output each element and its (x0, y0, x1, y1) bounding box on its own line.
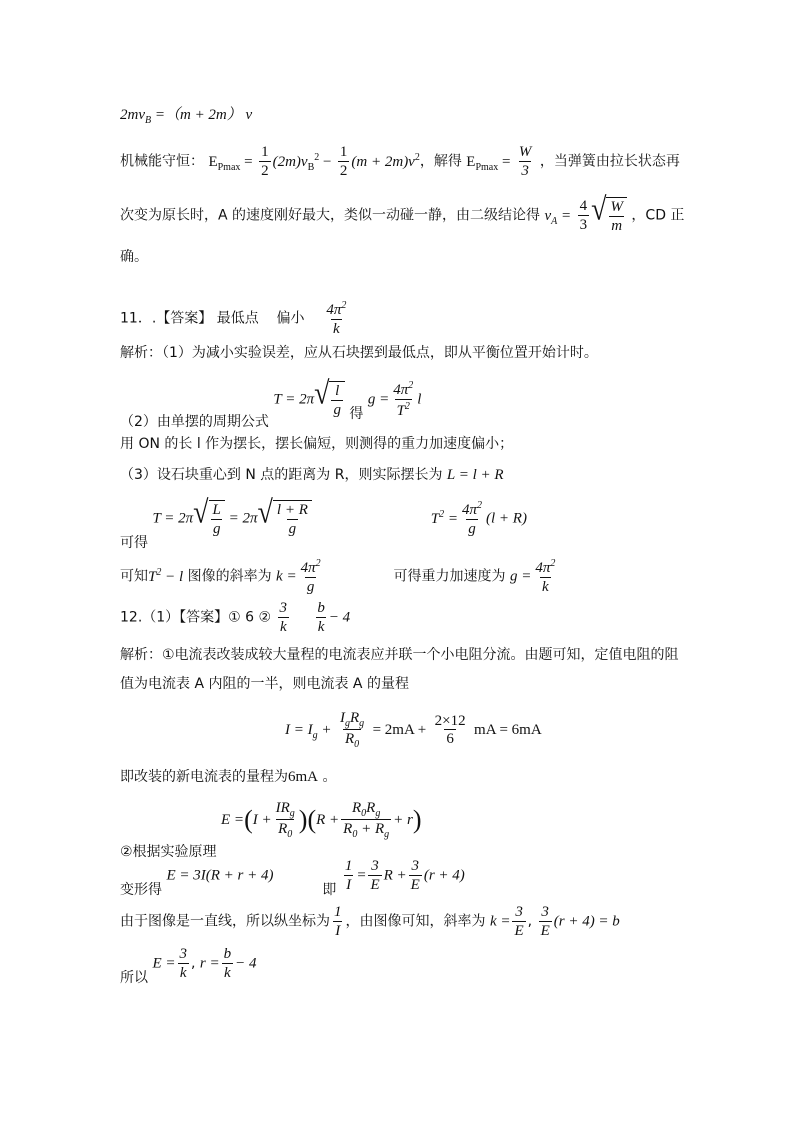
q11-solution-1: 解析：（1）为减小实验误差，应从石块摆到最低点，即从平衡位置开始计时。 (120, 345, 598, 361)
q12-solution-4: ②根据实验原理 E =(I + $\frac{IR_g}{R_0}$ )(R + $\frac{R_0R_g}{R_0 + R_g}$ + r) (120, 800, 422, 860)
energy-conservation-line: 机械能守恒： $E_{Pmax}$ = $\frac{1}{2}$ $(2m)v_B^2$ − $\frac{1}{2}$ $(m + 2m)v^2$，解得 $E_{Pmax}$ = $\frac{W}{3}$ ，当弹簧由拉长状态再 (120, 144, 680, 179)
q11-answer: 11．.【答案】 最低点 偏小 $\frac{4\pi^2}{k}$ (120, 300, 347, 337)
conclusion-end: 确。 (120, 249, 148, 265)
q11-solution-6: 可知$T^2 - l$ 图像的斜率为 k = $\frac{4\pi^2}{g}$ 可得重力加速度为 g = $\frac{4\pi^2}{k}$ (120, 558, 556, 595)
speed-conclusion-line: 次变为原长时，A 的速度刚好最大，类似一动碰一静，由二级结论得 $v_A$ = $\frac{4}{3}$ √ $\frac{W}{m}$ ，CD 正 (120, 191, 685, 234)
q12-solution-1: 解析：①电流表改装成较大量程的电流表应并联一个小电阻分流。由题可知，定值电阻的阻 (120, 647, 679, 663)
q11-solution-2: （2）由单摆的周期公式 T = 2π √ $\frac{l}{g}$ 得 g = $\frac{4\pi^2}{T^2}$ l (120, 375, 422, 430)
q12-equation-1: $I = I_g$ + $\frac{I_gR_g}{R_0}$ = 2mA + $\frac{2\times 12}{6}$ mA = 6mA (285, 710, 542, 750)
q11-solution-4: （3）设石块重心到 N 点的距离为 R，则实际摆长为 L = l + R (120, 467, 504, 483)
q11-solution-5: 可得 T = 2π √ $\frac{L}{g}$ = 2π √ $\frac{l + R}{g}$ $T^2$ = $\frac{4\pi^2}{g}$ (l + R) (120, 494, 527, 551)
q12-solution-5: 变形得 E = 3I(R + r + 4) 即 $\frac{1}{I}$ = $\frac{3}{E}$ R + $\frac{3}{E}$ (r + 4) (120, 858, 465, 898)
q12-solution-3: 即改装的新电流表的量程为6mA 。 (120, 769, 337, 785)
q12-solution-7: 所以 E = $\frac{3}{k}$ , r = $\frac{b}{k}$ − 4 (120, 946, 257, 986)
q12-answer: 12.（1）【答案】① 6 ② $\frac{3}{k}$ $\frac{b}{k}$ − 4 (120, 600, 351, 635)
q12-solution-6: 由于图像是一直线，所以纵坐标为 $\frac{1}{I}$ ，由图像可知，斜率为 k = $\frac{3}{E}$ , $\frac{3}{E}$ (r + 4) = b (120, 904, 620, 939)
q11-solution-3: 用 ON 的长 l 作为摆长，摆长偏短，则测得的重力加速度偏小； (120, 436, 514, 452)
q12-solution-2: 值为电流表 A 内阻的一半，则电流表 A 的量程 (120, 676, 409, 692)
momentum-equation: $2mv_B =(m + 2m)$ v (120, 107, 253, 126)
